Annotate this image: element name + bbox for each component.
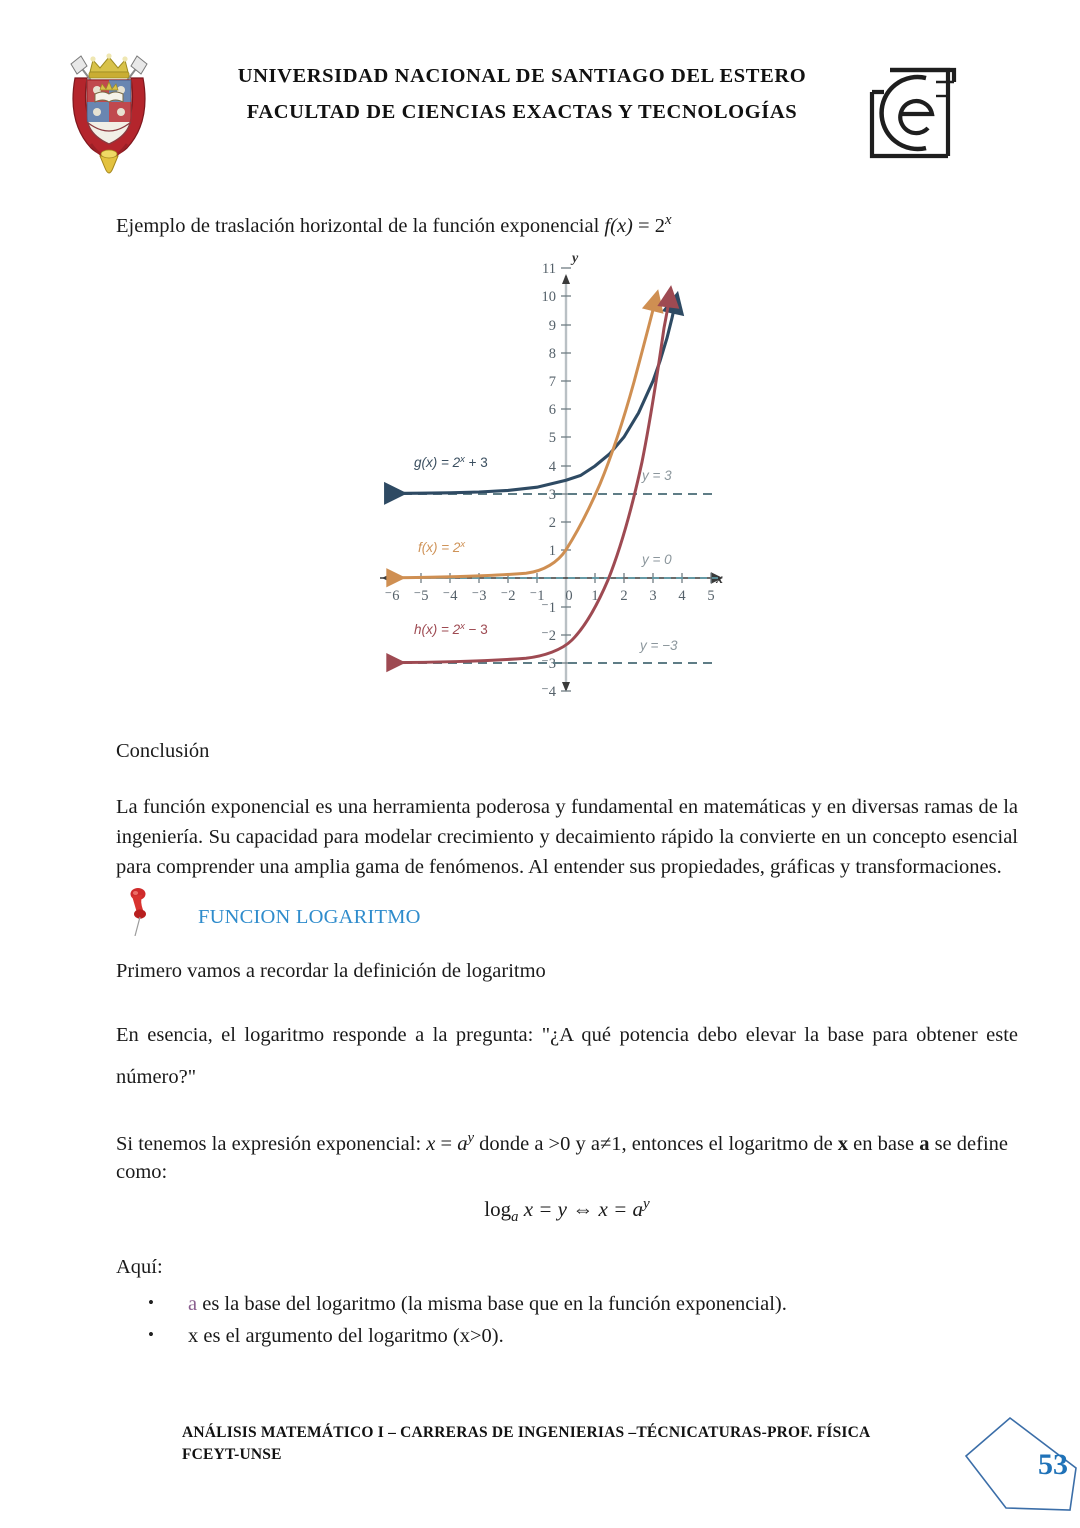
svg-text:⁻3: ⁻3 — [471, 588, 487, 604]
expr-bold-x: x — [837, 1132, 849, 1155]
conclusion-heading: Conclusión — [116, 740, 210, 762]
logarithm-definition-formula — [116, 1196, 1018, 1226]
svg-text:x: x — [716, 572, 723, 587]
list-item — [116, 1320, 1018, 1352]
curve-h — [392, 294, 670, 663]
svg-text:1: 1 — [548, 543, 556, 559]
page-header — [0, 0, 1080, 186]
intro-exponent: x — [664, 212, 672, 228]
footer-course-info — [182, 1422, 922, 1466]
curve-label-g: $g(x) = 2^x + 3$ — [414, 454, 488, 470]
svg-text:11: 11 — [542, 261, 556, 277]
svg-text:⁻6: ⁻6 — [384, 588, 400, 604]
bullet-text: x es el argumento del logaritmo (x>0). — [188, 1325, 504, 1348]
curve-label-f: $f(x) = 2^x$ — [418, 539, 466, 555]
recall-definition-line: Primero vamos a recordar la definición de logaritmo — [116, 960, 546, 982]
intro-equals: = 2 — [632, 214, 665, 237]
svg-text:9: 9 — [548, 318, 556, 334]
footer-line-2: FCEYT-UNSE — [182, 1446, 282, 1463]
svg-text:⁻5: ⁻5 — [413, 588, 429, 604]
university-name: UNIVERSIDAD NACIONAL DE SANTIAGO DEL ESTERO — [237, 65, 807, 87]
svg-text:⁻1: ⁻1 — [541, 600, 556, 616]
svg-text:2: 2 — [620, 588, 628, 604]
bullet-accent-a: a — [188, 1293, 198, 1316]
footer-line-1: ANÁLISIS MATEMÁTICO I – CARRERAS DE INGENIERIAS –TÉCNICATURAS-PROF. FÍSICA — [182, 1424, 871, 1441]
expr-tail: se define como: — [116, 1132, 1008, 1183]
push-pin-icon — [120, 886, 160, 936]
expr-prefix: Si tenemos la expresión exponencial: — [116, 1132, 427, 1155]
formula-x: x — [518, 1196, 534, 1221]
formula-x2: x = — [593, 1196, 633, 1221]
svg-text:⁻2: ⁻2 — [500, 588, 516, 604]
conclusion-paragraph: La función exponencial es una herramienta poderosa y fundamental en matemáticas y en diversas ramas de la ingeniería. Su capacidad para modelar crecimiento y decaimiento rápido la convierte en un concepto esencial para comprender una amplia gama de fenómenos. Al entender sus propiedades, gráficas y transformaciones. — [116, 796, 1018, 878]
logarithm-terms-list — [116, 1288, 1018, 1352]
expr-a: a — [457, 1132, 468, 1155]
svg-text:1: 1 — [591, 588, 599, 604]
svg-text:3: 3 — [548, 487, 556, 503]
intro-function-arg: (x) — [610, 214, 633, 237]
svg-text:4: 4 — [548, 459, 556, 475]
expr-y: y — [467, 1130, 474, 1146]
essence-paragraph: En esencia, el logaritmo responde a la pregunta: "¿A qué potencia debo elevar la base para obtener este número?" — [116, 1024, 1018, 1088]
curve-f — [392, 298, 656, 578]
section-title-funcion-logaritmo: FUNCION LOGARITMO — [198, 906, 421, 928]
list-item — [116, 1288, 1018, 1320]
chart-svg — [366, 236, 726, 712]
expr-eq: = — [435, 1132, 458, 1155]
exponential-translation-chart — [366, 236, 726, 712]
svg-text:6: 6 — [548, 402, 556, 418]
svg-text:⁻4: ⁻4 — [541, 684, 556, 700]
svg-text:⁻1: ⁻1 — [529, 588, 545, 604]
formula-a2: a — [632, 1196, 644, 1221]
logarithm-section-header — [116, 896, 1018, 942]
svg-text:3: 3 — [649, 588, 657, 604]
expr-mid2: en base — [848, 1132, 920, 1155]
unse-coat-of-arms-icon — [57, 44, 161, 180]
svg-text:⁻3: ⁻3 — [541, 656, 556, 672]
asymptote-label-y0: y = 0 — [642, 552, 672, 567]
formula-eq-y: = y — [533, 1196, 573, 1221]
svg-text:⁻2: ⁻2 — [541, 628, 556, 644]
svg-text:8: 8 — [548, 346, 556, 362]
svg-text:5: 5 — [548, 430, 556, 446]
intro-prefix: Ejemplo de traslación horizontal de la función exponencial — [116, 214, 605, 237]
fceyt-monogram-icon — [864, 52, 962, 164]
formula-y2: y — [643, 1195, 650, 1212]
svg-text:10: 10 — [541, 289, 556, 305]
bullet-text: es la base del logaritmo (la misma base que en la función exponencial). — [197, 1293, 787, 1316]
svg-text:y: y — [572, 251, 579, 266]
svg-text:5: 5 — [707, 588, 715, 604]
svg-text:7: 7 — [548, 374, 556, 390]
svg-text:0: 0 — [565, 588, 573, 604]
example-intro-line — [116, 206, 1016, 240]
exponential-expression-paragraph — [116, 1124, 1018, 1186]
intro-function-f: f — [604, 214, 611, 237]
formula-log: log — [484, 1196, 512, 1221]
svg-text:4: 4 — [678, 588, 686, 604]
main-content — [116, 736, 1018, 1352]
formula-iff: ⇔ — [572, 1196, 594, 1221]
here-label: Aquí: — [116, 1256, 163, 1279]
svg-text:2: 2 — [548, 515, 556, 531]
header-title-block — [182, 58, 862, 130]
expr-bold-a: a — [919, 1132, 930, 1155]
svg-text:⁻4: ⁻4 — [442, 588, 458, 604]
faculty-name: FACULTAD DE CIENCIAS EXACTAS Y TECNOLOGÍAS — [246, 101, 798, 123]
asymptote-label-y3: y = 3 — [642, 468, 672, 483]
expr-mid: donde a >0 y a≠1, entonces el logaritmo de — [473, 1132, 838, 1155]
expr-x: x — [426, 1132, 436, 1155]
curve-label-h: $h(x) = 2^x - 3$ — [414, 621, 488, 637]
page-footer — [0, 1400, 1080, 1528]
asymptote-label-yneg3: y = −3 — [640, 638, 678, 653]
formula-base: a — [511, 1209, 519, 1226]
page-number: 53 — [1038, 1448, 1068, 1481]
